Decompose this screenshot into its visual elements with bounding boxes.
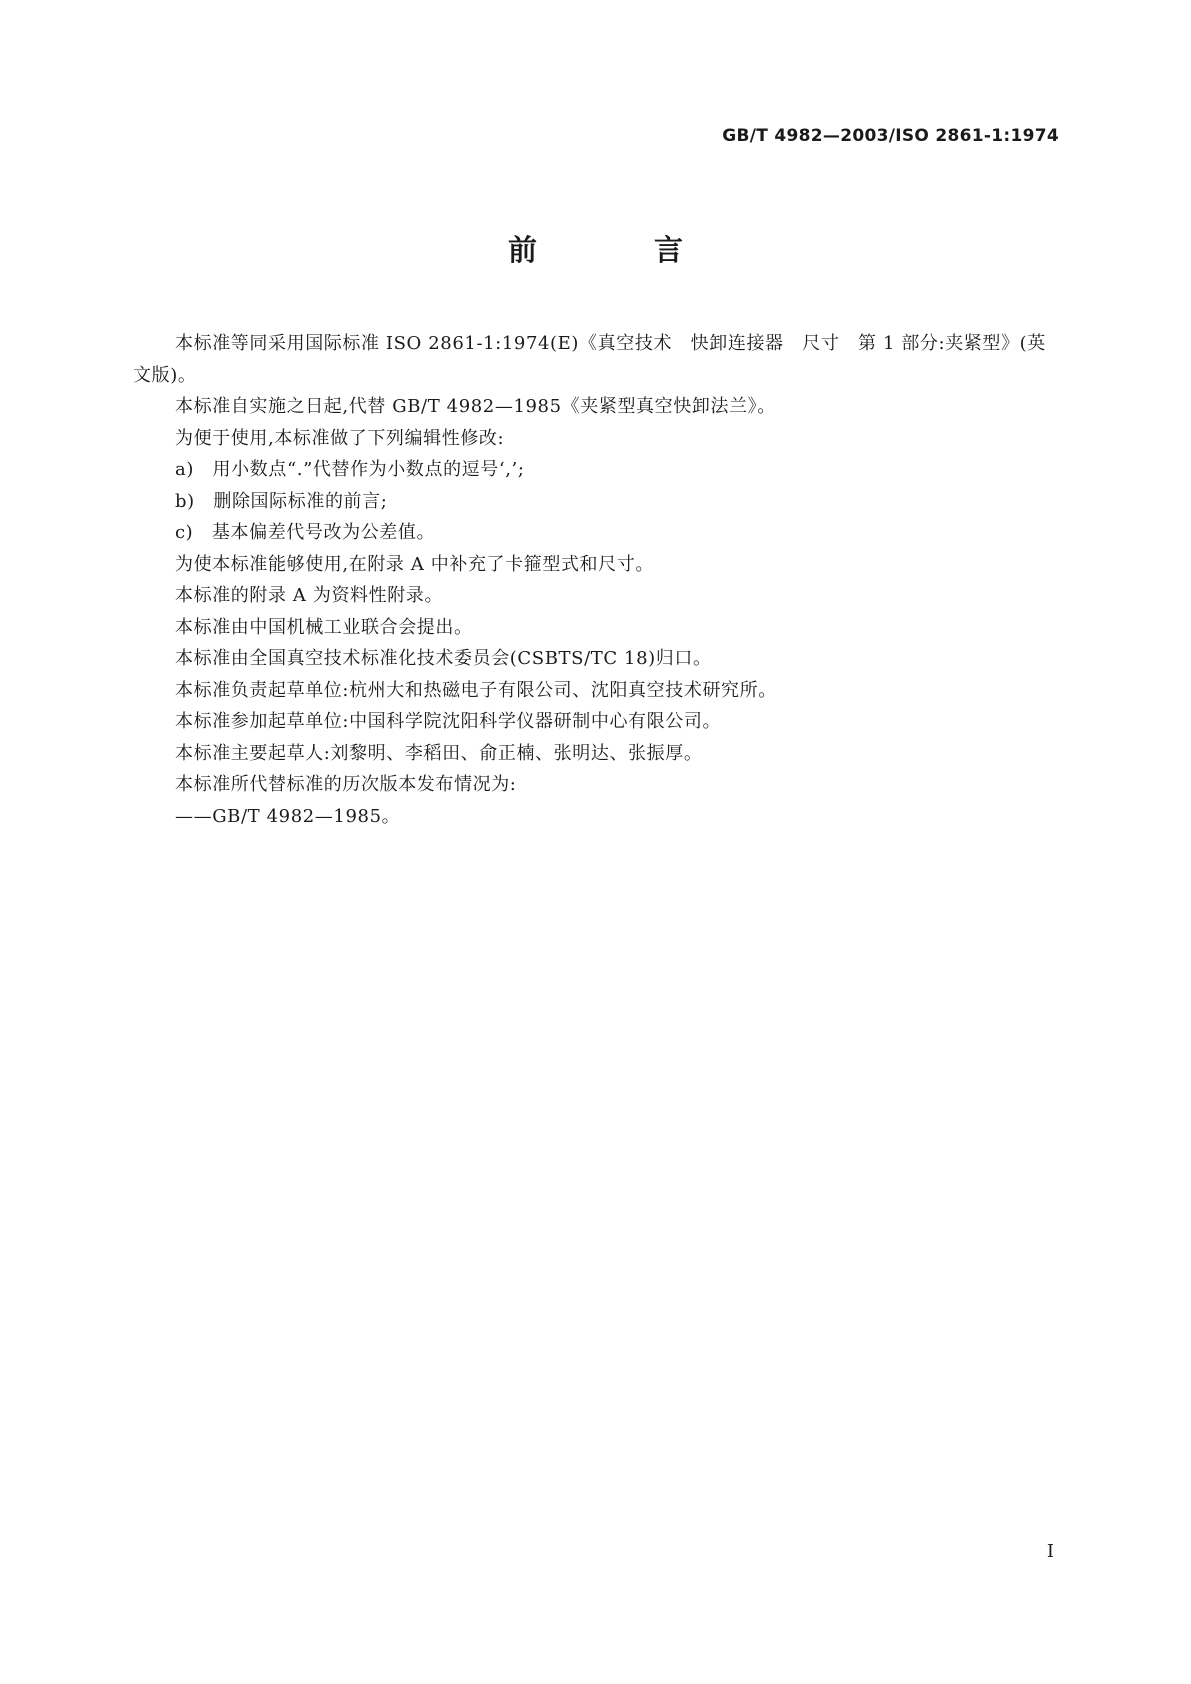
paragraph-annex-supplement: 为使本标准能够使用,在附录 A 中补充了卡箍型式和尺寸。 (175, 553, 654, 575)
paragraph-responsible-drafters: 本标准负责起草单位:杭州大和热磁电子有限公司、沈阳真空技术研究所。 (175, 679, 777, 701)
paragraph-participating-drafters: 本标准参加起草单位:中国科学院沈阳科学仪器研制中心有限公司。 (175, 711, 722, 732)
paragraph-previous-editions: 本标准所代替标准的历次版本发布情况为: (175, 774, 517, 795)
standard-code-header: GB/T 4982—2003/ISO 2861-1:1974 (722, 126, 1059, 146)
paragraph-annex-informative: 本标准的附录 A 为资料性附录。 (175, 585, 444, 606)
paragraph-under-jurisdiction: 本标准由全国真空技术标准化技术委员会(CSBTS/TC 18)归口。 (175, 648, 712, 669)
list-item-b: b) 删除国际标准的前言; (175, 490, 388, 512)
paragraph-replacement: 本标准自实施之日起,代替 GB/T 4982—1985《夹紧型真空快卸法兰》。 (175, 396, 776, 417)
list-item-a: a) 用小数点“.”代替作为小数点的逗号‘,’; (175, 459, 525, 480)
list-item-previous-edition: ——GB/T 4982—1985。 (175, 805, 401, 827)
list-item-c: c) 基本偏差代号改为公差值。 (175, 522, 436, 543)
paragraph-main-drafters: 本标准主要起草人:刘黎明、李稻田、俞正楠、张明达、张振厚。 (175, 742, 703, 764)
paragraph-editorial-intro: 为便于使用,本标准做了下列编辑性修改: (175, 427, 505, 449)
page-number: I (1046, 1541, 1054, 1562)
paragraph-proposed-by: 本标准由中国机械工业联合会提出。 (175, 616, 473, 638)
paragraph-adoption: 本标准等同采用国际标准 ISO 2861-1:1974(E)《真空技术 快卸连接器 尺寸 第 1 部分:夹紧型》(英文版)。 (133, 333, 1046, 386)
foreword-body (133, 328, 1058, 832)
page-title: 前 言 (507, 233, 727, 267)
